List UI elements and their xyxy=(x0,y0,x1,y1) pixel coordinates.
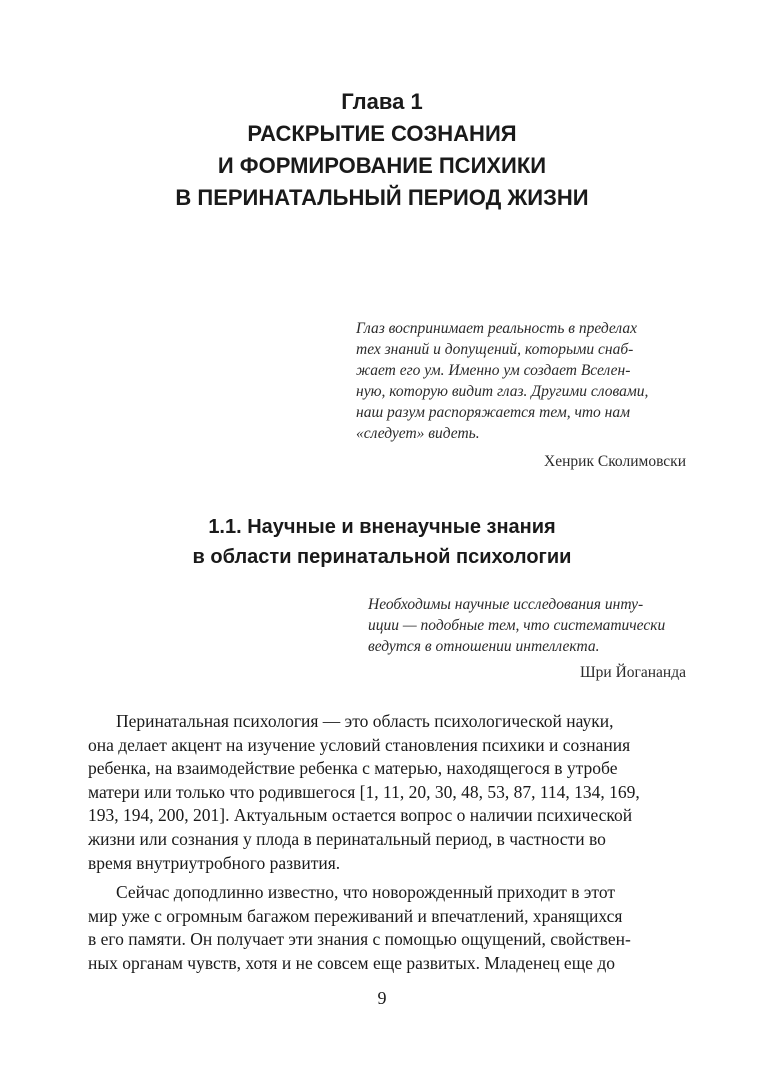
epigraph-line: «следует» видеть. xyxy=(356,425,480,442)
section-title xyxy=(90,512,674,572)
epigraph-line: ведутся в отношении интеллекта. xyxy=(368,638,600,655)
chapter-title-line: РАСКРЫТИЕ СОЗНАНИЯ xyxy=(247,121,517,146)
epigraph-quote xyxy=(356,318,686,444)
epigraph-line: ную, которую видит глаз. Другими словами, xyxy=(356,383,649,400)
epigraph-line: Необходимы научные исследования инту- xyxy=(368,596,644,613)
paragraph-line: ных органам чувств, хотя и не совсем еще развитых. Младенец еще до xyxy=(88,952,615,973)
page-number: 9 xyxy=(377,988,387,1008)
section-title-line: 1.1. Научные и вненаучные знания xyxy=(208,516,556,538)
paragraph-line: время внутриутробного развития. xyxy=(88,852,341,873)
epigraph-author: Шри Йогананда xyxy=(580,664,686,681)
paragraph-line: жизни или сознания у плода в перинатальный период, в частности во xyxy=(88,828,606,849)
paragraph-line: 193, 194, 200, 201]. Актуальным остается вопрос о наличии психической xyxy=(88,805,633,826)
epigraph-author: Хенрик Сколимовски xyxy=(544,453,686,470)
paragraph-line: она делает акцент на изучение условий становления психики и сознания xyxy=(88,734,631,755)
chapter-title-line: И ФОРМИРОВАНИЕ ПСИХИКИ xyxy=(217,153,547,178)
section-title-line: в области перинатальной психологии xyxy=(192,546,572,568)
epigraph-line: жает его ум. Именно ум создает Вселен- xyxy=(356,362,631,379)
paragraph-line: Сейчас доподлинно известно, что новорожденный приходит в этот xyxy=(116,882,616,903)
paragraph-line: мир уже с огромным багажом переживаний и впечатлений, хранящихся xyxy=(88,905,623,926)
chapter-heading xyxy=(90,86,674,214)
body-paragraphs xyxy=(88,710,686,976)
paragraph-line: ребенка, на взаимодействие ребенка с матерью, находящегося в утробе xyxy=(88,758,618,779)
chapter-number: Глава 1 xyxy=(341,89,423,114)
paragraph-line: Перинатальная психология — это область психологической науки, xyxy=(116,711,614,731)
epigraph-quote xyxy=(368,594,686,657)
paragraph-line: в его памяти. Он получает эти знания с помощью ощущений, свойствен- xyxy=(88,929,631,950)
epigraph-line: Глаз воспринимает реальность в пределах xyxy=(356,320,637,337)
paragraph-line: матери или только что родившегося [1, 11, 20, 30, 48, 53, 87, 114, 134, 169, xyxy=(88,781,640,802)
chapter-title-line: В ПЕРИНАТАЛЬНЫЙ ПЕРИОД ЖИЗНИ xyxy=(175,185,589,210)
epigraph-line: иции — подобные тем, что систематически xyxy=(368,617,666,634)
epigraph-line: наш разум распоряжается тем, что нам xyxy=(356,404,631,421)
epigraph-line: тех знаний и допущений, которыми снаб- xyxy=(356,341,634,358)
